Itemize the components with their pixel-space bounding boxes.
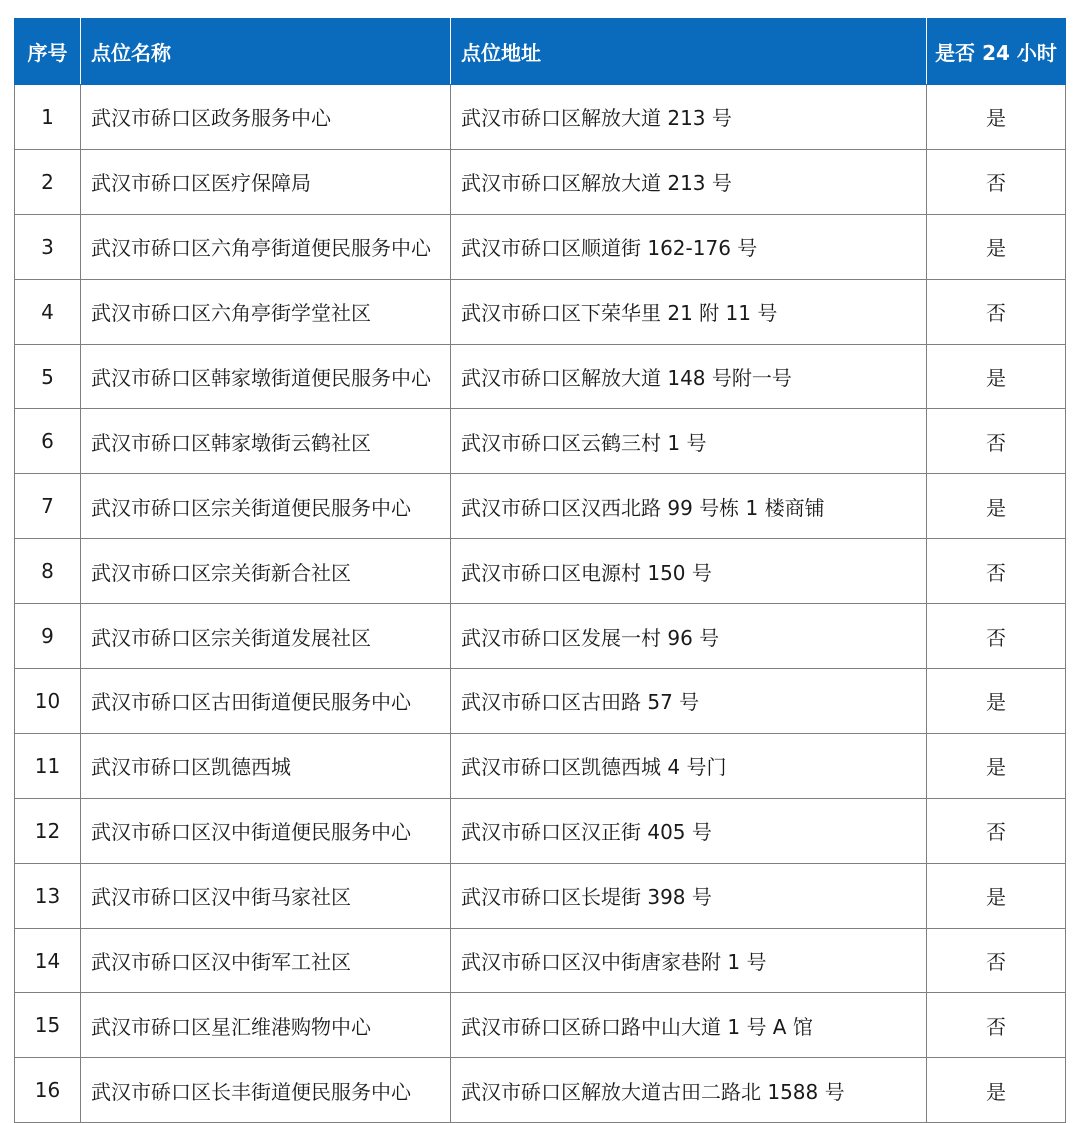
cell-serial-number: 6 [15,409,81,474]
table-row [15,863,1066,928]
cell-open-24h: 是 [927,214,1066,279]
header-point-name: 点位名称 [81,19,451,85]
cell-point-address: 武汉市硚口区顺道街 162-176 号 [451,214,927,279]
cell-open-24h: 是 [927,474,1066,539]
cell-point-address: 武汉市硚口区解放大道 213 号 [451,149,927,214]
cell-serial-number: 16 [15,1058,81,1123]
header-serial-number: 序号 [15,19,81,85]
cell-open-24h: 是 [927,669,1066,734]
cell-point-name: 武汉市硚口区汉中街马家社区 [81,863,451,928]
table-row [15,539,1066,604]
cell-open-24h: 是 [927,344,1066,409]
cell-open-24h: 否 [927,279,1066,344]
cell-open-24h: 否 [927,798,1066,863]
cell-point-name: 武汉市硚口区汉中街道便民服务中心 [81,798,451,863]
cell-point-address: 武汉市硚口区古田路 57 号 [451,669,927,734]
header-row [15,19,1066,85]
table-row [15,604,1066,669]
cell-point-address: 武汉市硚口区汉西北路 99 号栋 1 楼商铺 [451,474,927,539]
header-open-24h: 是否 24 小时 [927,19,1066,85]
cell-point-address: 武汉市硚口区汉正街 405 号 [451,798,927,863]
service-points-sheet [14,18,1065,1123]
cell-point-address: 武汉市硚口区解放大道 148 号附一号 [451,344,927,409]
cell-point-address: 武汉市硚口区硚口路中山大道 1 号 A 馆 [451,993,927,1058]
cell-open-24h: 是 [927,863,1066,928]
cell-point-name: 武汉市硚口区汉中街军工社区 [81,928,451,993]
cell-point-name: 武汉市硚口区韩家墩街道便民服务中心 [81,344,451,409]
table-row [15,733,1066,798]
cell-point-name: 武汉市硚口区凯德西城 [81,733,451,798]
cell-point-address: 武汉市硚口区长堤街 398 号 [451,863,927,928]
cell-point-name: 武汉市硚口区政务服务中心 [81,85,451,150]
table-body [15,85,1066,1123]
cell-point-address: 武汉市硚口区解放大道古田二路北 1588 号 [451,1058,927,1123]
table-row [15,409,1066,474]
cell-serial-number: 12 [15,798,81,863]
table-row [15,669,1066,734]
cell-serial-number: 7 [15,474,81,539]
cell-point-address: 武汉市硚口区凯德西城 4 号门 [451,733,927,798]
cell-serial-number: 2 [15,149,81,214]
cell-open-24h: 否 [927,149,1066,214]
table-row [15,1058,1066,1123]
cell-point-name: 武汉市硚口区宗关街道发展社区 [81,604,451,669]
table-row [15,474,1066,539]
cell-open-24h: 否 [927,539,1066,604]
table-row [15,279,1066,344]
table-row [15,214,1066,279]
cell-open-24h: 是 [927,85,1066,150]
cell-serial-number: 3 [15,214,81,279]
table-row [15,149,1066,214]
cell-open-24h: 是 [927,1058,1066,1123]
service-points-table [14,18,1066,1123]
cell-point-name: 武汉市硚口区星汇维港购物中心 [81,993,451,1058]
cell-open-24h: 是 [927,733,1066,798]
header-point-address: 点位地址 [451,19,927,85]
cell-point-address: 武汉市硚口区云鹤三村 1 号 [451,409,927,474]
cell-point-name: 武汉市硚口区医疗保障局 [81,149,451,214]
cell-point-address: 武汉市硚口区发展一村 96 号 [451,604,927,669]
cell-point-address: 武汉市硚口区下荣华里 21 附 11 号 [451,279,927,344]
cell-point-name: 武汉市硚口区韩家墩街云鹤社区 [81,409,451,474]
cell-point-address: 武汉市硚口区解放大道 213 号 [451,85,927,150]
cell-point-name: 武汉市硚口区六角亭街道便民服务中心 [81,214,451,279]
table-row [15,344,1066,409]
table-header [15,19,1066,85]
cell-serial-number: 5 [15,344,81,409]
cell-serial-number: 8 [15,539,81,604]
cell-serial-number: 4 [15,279,81,344]
cell-open-24h: 否 [927,928,1066,993]
cell-serial-number: 15 [15,993,81,1058]
cell-serial-number: 10 [15,669,81,734]
cell-point-address: 武汉市硚口区汉中街唐家巷附 1 号 [451,928,927,993]
cell-point-name: 武汉市硚口区六角亭街学堂社区 [81,279,451,344]
cell-open-24h: 否 [927,409,1066,474]
cell-serial-number: 14 [15,928,81,993]
cell-point-name: 武汉市硚口区宗关街新合社区 [81,539,451,604]
cell-serial-number: 13 [15,863,81,928]
cell-serial-number: 11 [15,733,81,798]
table-row [15,928,1066,993]
cell-point-address: 武汉市硚口区电源村 150 号 [451,539,927,604]
cell-open-24h: 否 [927,993,1066,1058]
table-row [15,993,1066,1058]
cell-point-name: 武汉市硚口区宗关街道便民服务中心 [81,474,451,539]
cell-serial-number: 1 [15,85,81,150]
table-row [15,85,1066,150]
table-row [15,798,1066,863]
cell-serial-number: 9 [15,604,81,669]
cell-open-24h: 否 [927,604,1066,669]
cell-point-name: 武汉市硚口区古田街道便民服务中心 [81,669,451,734]
cell-point-name: 武汉市硚口区长丰街道便民服务中心 [81,1058,451,1123]
